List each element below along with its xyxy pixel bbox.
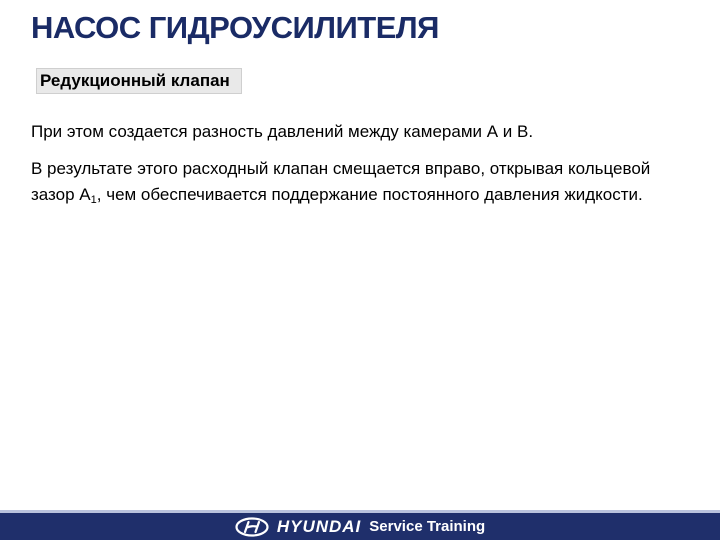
paragraph-pressure-difference: При этом создается разность давлений между камерами А и В.	[31, 122, 534, 141]
hyundai-logo-icon	[235, 517, 269, 537]
paragraph-text-before: В результате этого расходный клапан смещается вправо, открывая кольцевой зазор А	[31, 159, 651, 204]
brand-name: HYUNDAI	[276, 516, 362, 536]
footer-bar	[0, 510, 720, 540]
paragraph-text-after: , чем обеспечивается поддержание постоянного давления жидкости.	[96, 185, 643, 204]
brand-tagline: Service Training	[369, 518, 486, 535]
paragraph-flow-valve	[31, 156, 691, 208]
subscript-index: 1	[90, 194, 97, 206]
section-heading: Редукционный клапан	[36, 68, 242, 94]
footer-branding	[235, 517, 485, 537]
page-title: НАСОС ГИДРОУСИЛИТЕЛЯ	[31, 10, 439, 45]
